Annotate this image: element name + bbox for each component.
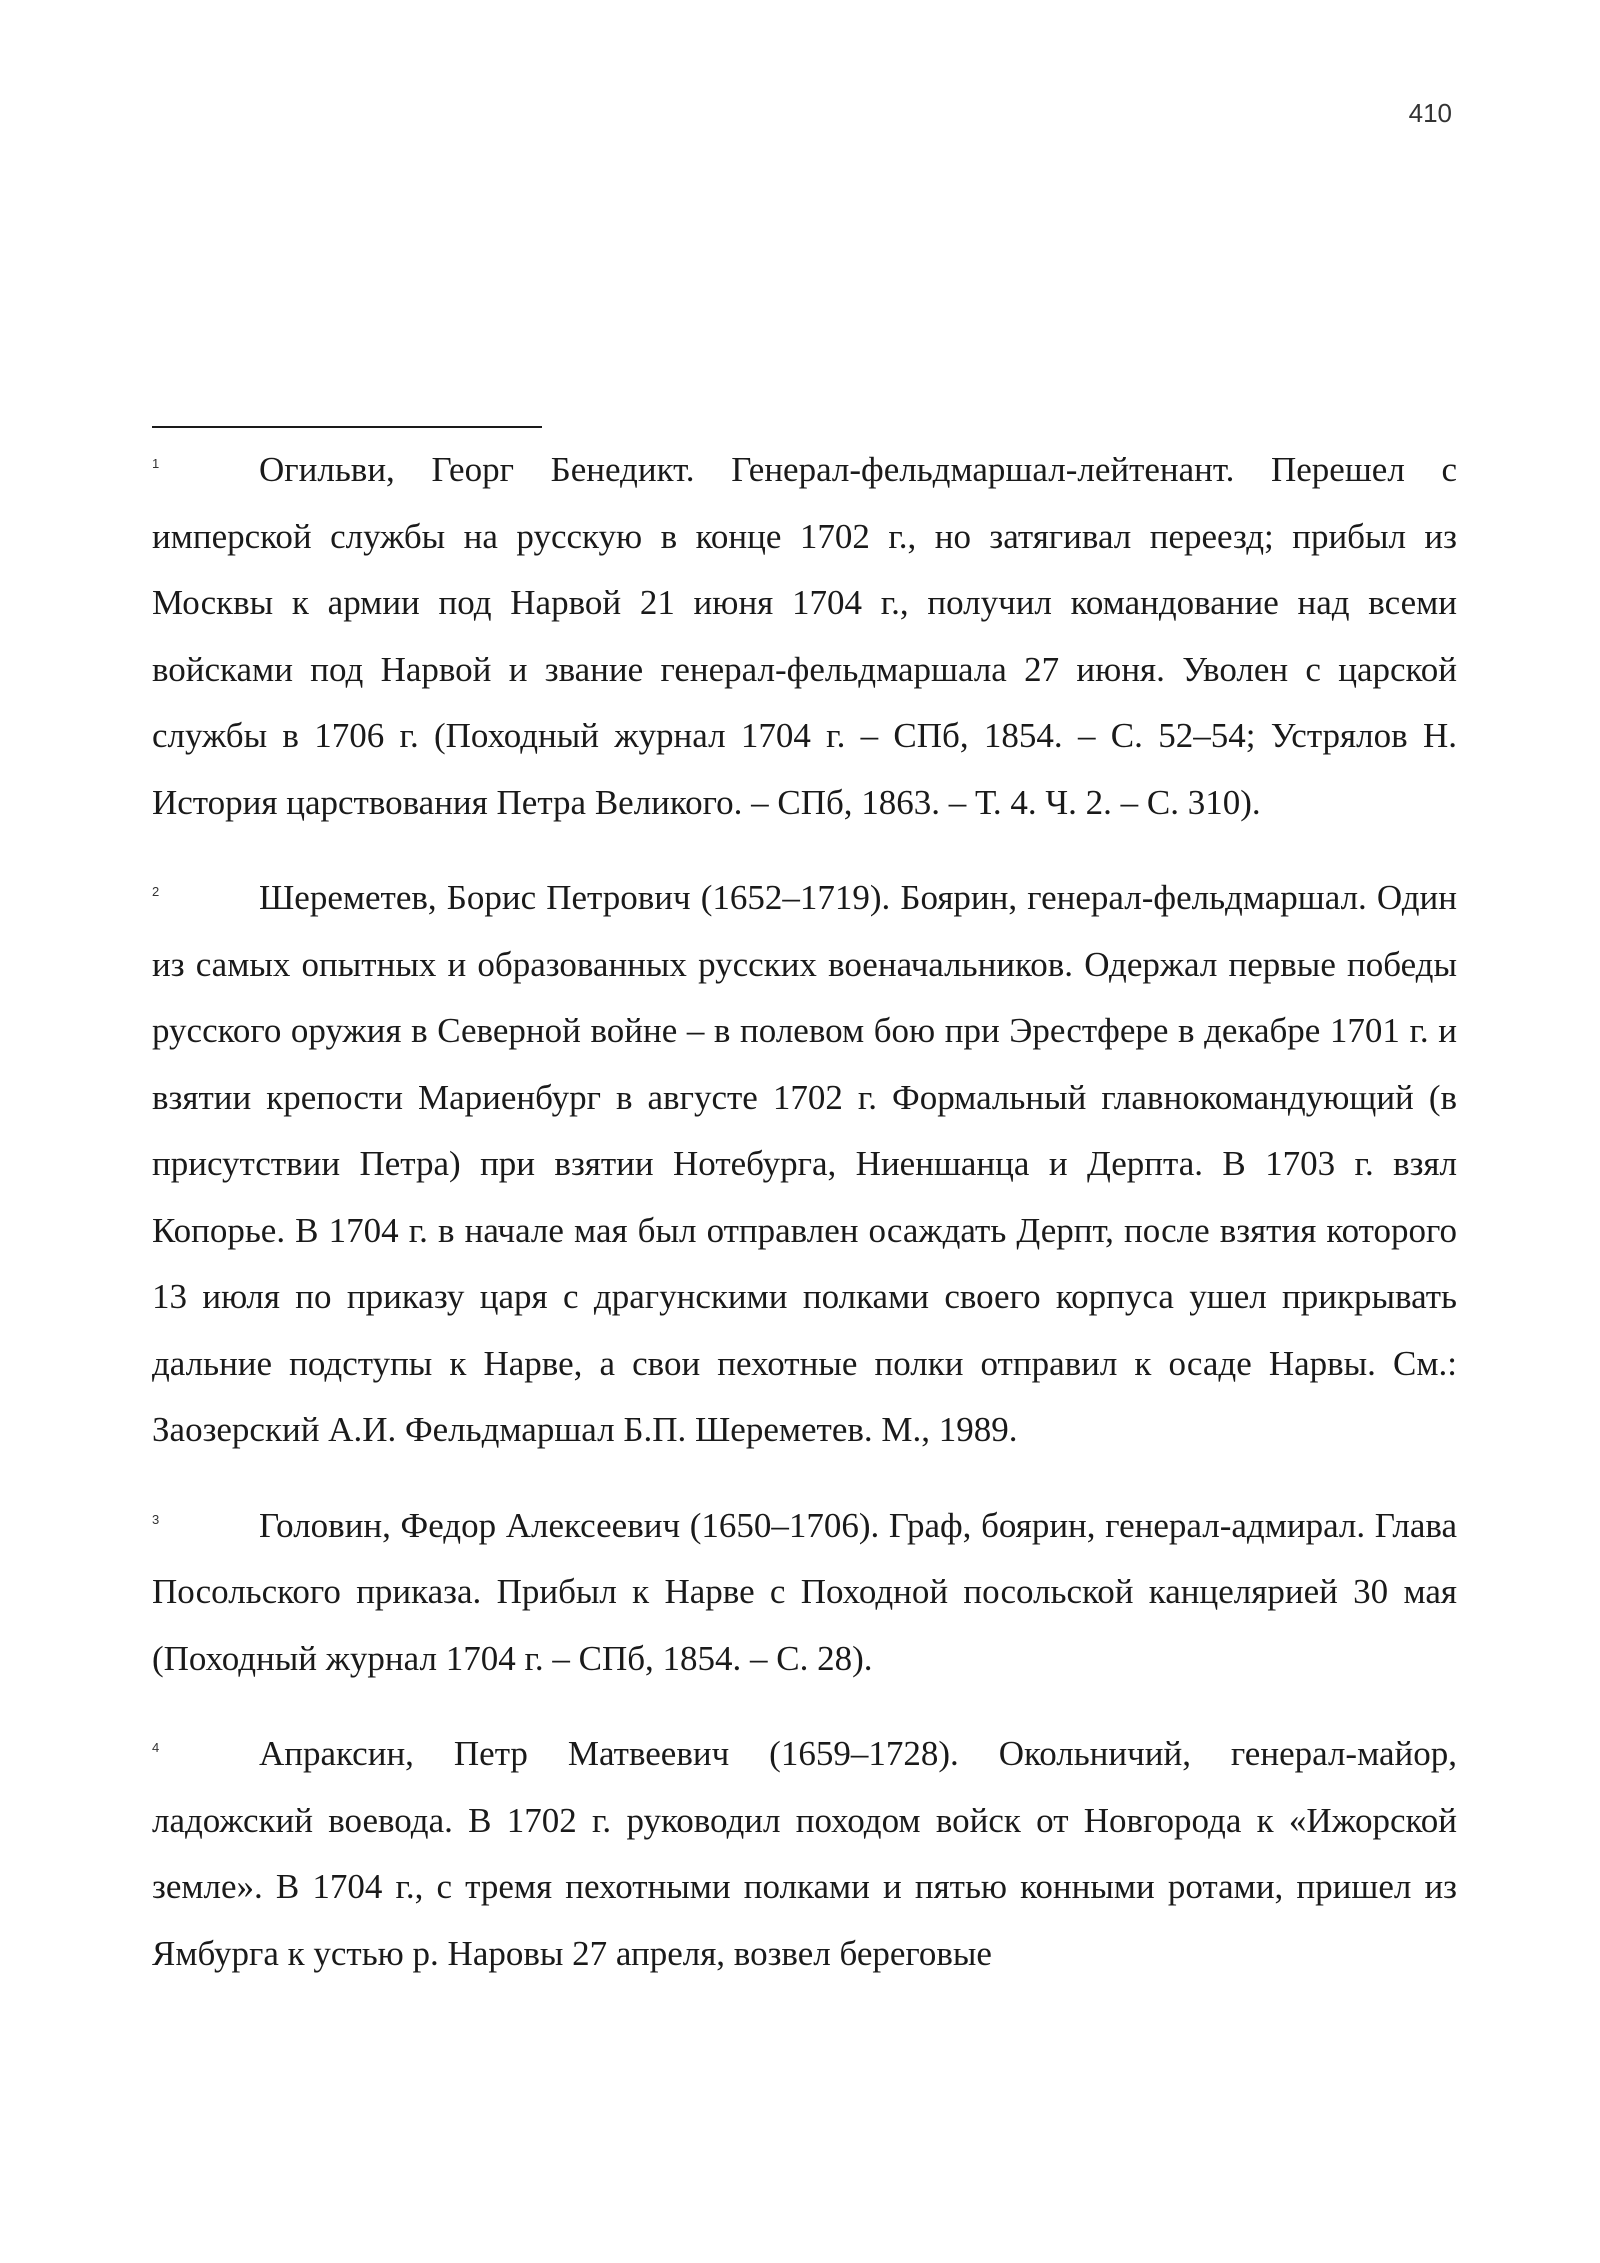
footnote-marker: 4 <box>152 1740 160 1755</box>
footnote-marker: 3 <box>152 1511 160 1527</box>
page-number: 410 <box>1408 98 1452 128</box>
footnote <box>152 1493 1457 1693</box>
footnote-text: Головин, Федор Алексеевич (1650–1706). Граф, боярин, генерал-адмирал. Глава Посольского приказа. Прибыл к Нарве с Походной посольской канцелярией 30 мая (Походный журнал 1704 г. – СПб, 1854. – С. 28). <box>152 1505 1457 1678</box>
footnote <box>152 437 1457 836</box>
footnote-text: Шереметев, Борис Петрович (1652–1719). Боярин, генерал-фельдмаршал. Один из самых опытных и образованных русских военачальников. Одержал первые победы русского оружия в Северной войне – в полевом бою при Эрестфере в декабре 1701 г. и взятии крепости Мариенбург в августе 1702 г. Формальный главнокомандующий (в присутствии Петра) при взятии Нотебурга, Ниеншанца и Дерпта. В 1703 г. взял Копорье. В 1704 г. в начале мая был отправлен осаждать Дерпт, после взятия которого 13 июля по приказу царя с драгунскими полками своего корпуса ушел прикрывать дальние подступы к Нарве, а свои пехотные полки отправил к осаде Нарвы. См.: Заозерский А.И. Фельдмаршал Б.П. Шереметев. М., 1989. <box>152 878 1457 1449</box>
footnote-text: Огильви, Георг Бенедикт. Генерал-фельдмаршал-лейтенант. Перешел с имперской службы на русскую в конце 1702 г., но затягивал переезд; прибыл из Москвы к армии под Нарвой 21 июня 1704 г., получил командование над всеми войсками под Нарвой и звание генерал-фельдмаршала 27 июня. Уволен с царской службы в 1706 г. (Походный журнал 1704 г. – СПб, 1854. – С. 52–54; Устрялов Н. История царствования Петра Великого. – СПб, 1863. – Т. 4. Ч. 2. – С. 310). <box>152 450 1457 822</box>
footnote-separator <box>152 426 542 428</box>
footnote <box>152 1721 1457 1987</box>
footnote-marker: 1 <box>152 456 160 471</box>
footnote <box>152 865 1457 1464</box>
footnote-marker: 2 <box>152 884 160 899</box>
footnotes-section <box>152 437 1457 2016</box>
footnote-text: Апраксин, Петр Матвеевич (1659–1728). Окольничий, генерал-майор, ладожский воевода. В 1702 г. руководил походом войск от Новгорода к «Ижорской земле». В 1704 г., с тремя пехотными полками и пятью конными ротами, пришел из Ямбурга к устью р. Наровы 27 апреля, возвел береговые <box>152 1734 1457 1973</box>
